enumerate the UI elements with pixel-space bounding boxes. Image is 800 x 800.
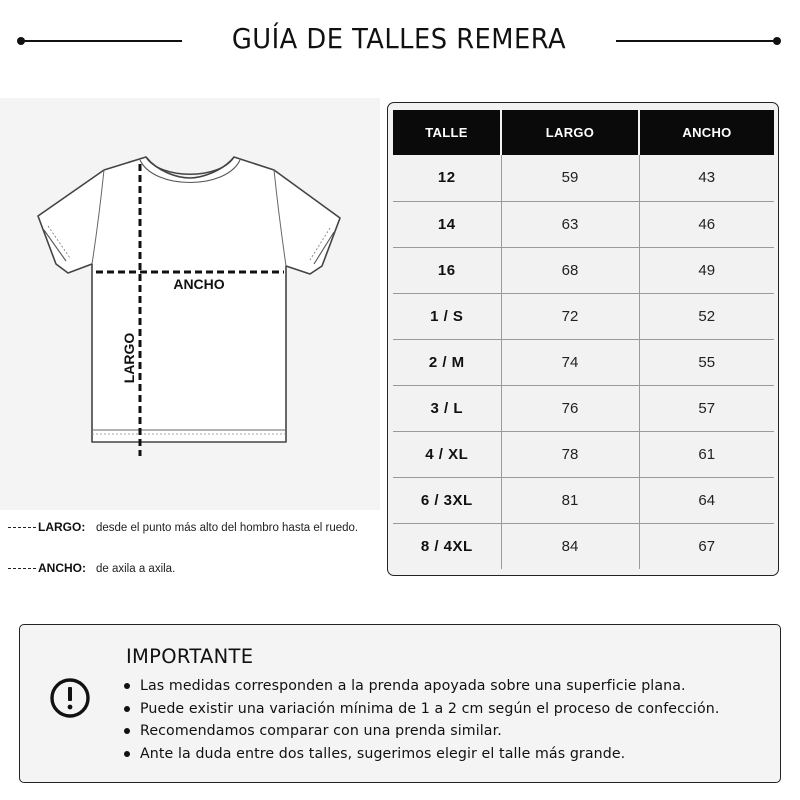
table-row [393, 201, 774, 247]
cell-talle: 4 / XL [393, 431, 501, 477]
cell-largo: 84 [501, 523, 639, 569]
cell-ancho: 55 [639, 339, 774, 385]
cell-talle: 12 [393, 155, 501, 201]
note-text: Las medidas corresponden a la prenda apoyada sobre una superficie plana. [140, 678, 686, 694]
cell-largo: 68 [501, 247, 639, 293]
cell-ancho: 52 [639, 293, 774, 339]
table-row [393, 431, 774, 477]
bullet-icon [124, 728, 130, 734]
ancho-label: ANCHO [173, 276, 225, 292]
important-title: IMPORTANTE [126, 645, 254, 668]
legend-largo [8, 520, 359, 554]
table-row [393, 339, 774, 385]
bullet-icon [124, 706, 130, 712]
largo-label: LARGO [121, 332, 137, 384]
cell-talle: 14 [393, 201, 501, 247]
cell-largo: 63 [501, 201, 639, 247]
column-header-ancho: ANCHO [639, 110, 774, 155]
bullet-icon [124, 751, 130, 757]
cell-ancho: 64 [639, 477, 774, 523]
legend-term-ancho: ANCHO: [38, 561, 86, 575]
table-row [393, 293, 774, 339]
page-title: GUÍA DE TALLES REMERA [231, 22, 567, 55]
cell-largo: 59 [501, 155, 639, 201]
cell-largo: 81 [501, 477, 639, 523]
table-row [393, 477, 774, 523]
legend-ancho [8, 561, 176, 579]
column-header-largo: LARGO [501, 110, 639, 155]
cell-largo: 78 [501, 431, 639, 477]
table-row [393, 155, 774, 201]
size-table [393, 110, 774, 569]
cell-talle: 16 [393, 247, 501, 293]
list-item [124, 720, 719, 743]
tshirt-diagram [0, 98, 380, 510]
cell-talle: 8 / 4XL [393, 523, 501, 569]
list-item [124, 743, 719, 766]
cell-talle: 6 / 3XL [393, 477, 501, 523]
cell-ancho: 46 [639, 201, 774, 247]
table-row [393, 385, 774, 431]
legend-dash [8, 527, 36, 528]
size-table-card [387, 102, 779, 576]
legend-term-largo: LARGO: [38, 520, 86, 534]
important-notes-list [124, 675, 719, 765]
exclamation-circle-icon [49, 677, 91, 719]
cell-ancho: 49 [639, 247, 774, 293]
table-row [393, 247, 774, 293]
bullet-icon [124, 683, 130, 689]
column-header-talle: TALLE [393, 110, 501, 155]
note-text: Puede existir una variación mínima de 1 a 2 cm según el proceso de confección. [140, 700, 720, 717]
list-item [124, 698, 719, 721]
cell-ancho: 67 [698, 537, 716, 555]
legend-dash [8, 568, 36, 569]
title-rule-left [20, 40, 182, 42]
cell-talle: 2 / M [393, 339, 501, 385]
note-text: Recomendamos comparar con una prenda similar. [140, 723, 502, 739]
tshirt-outline [38, 157, 340, 442]
cell-talle: 3 / L [393, 385, 501, 431]
legend-desc-largo: desde el punto más alto del hombro hasta el ruedo. [96, 522, 359, 534]
table-row [393, 523, 774, 569]
list-item [124, 675, 719, 698]
tshirt-illustration [0, 98, 380, 510]
cell-largo: 74 [501, 339, 639, 385]
cell-ancho: 61 [639, 431, 774, 477]
table-header-row [393, 110, 774, 155]
important-notice [19, 624, 781, 783]
note-text: Ante la duda entre dos talles, sugerimos elegir el talle más grande. [140, 745, 626, 762]
cell-largo: 72 [501, 293, 639, 339]
title-rule-right [616, 40, 776, 42]
title-rule-dot-right [773, 37, 781, 45]
cell-talle: 1 / S [393, 293, 501, 339]
cell-ancho: 43 [639, 155, 774, 201]
cell-ancho: 57 [639, 385, 774, 431]
legend-desc-ancho: de axila a axila. [96, 563, 176, 575]
cell-largo: 76 [501, 385, 639, 431]
